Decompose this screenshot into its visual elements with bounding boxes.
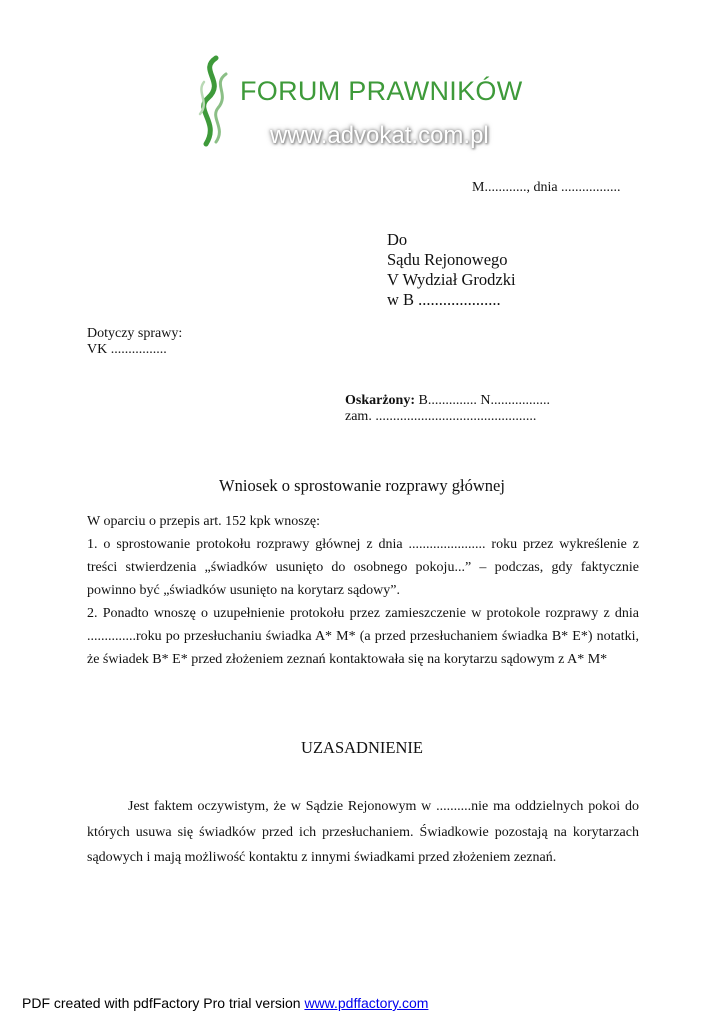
addressee-line: V Wydział Grodzki [387,270,516,289]
intro-paragraph: W oparciu o przepis art. 152 kpk wnoszę: [87,514,321,529]
case-number: VK ................ [87,342,167,357]
justification-paragraph: Jest faktem oczywistym, że w Sądzie Rejonowym w ..........nie ma oddzielnych pokoi do których usuwa się świadków przed ich przesłuchaniem. Świadkowie pozostają na korytarzach sądowych i mają możliwość kontaktu z innymi świadkami przed złożeniem zeznań. [87,799,639,865]
document-title: Wniosek o sprostowanie rozprawy głównej [219,476,505,495]
motion-body [87,510,639,671]
case-reference [87,326,182,358]
addressee-line: Sądu Rejonowego [387,250,508,269]
logo-title: FORUM PRAWNIKÓW [240,76,523,106]
pdffactory-link[interactable]: www.pdffactory.com [304,995,429,1011]
footer-text: PDF created with pdfFactory Pro trial version [22,995,305,1011]
addressee-line: w B .................... [387,290,501,309]
addressee-line: Do [387,230,408,249]
case-label: Dotyczy sprawy: [87,326,183,341]
forum-prawnikow-logo [190,52,540,162]
justification-heading: UZASADNIENIE [301,738,423,757]
place-date: M............, dnia ................. [472,180,621,195]
point-1-paragraph: 1. o sprostowanie protokołu rozprawy głównej z dnia ...................... roku przez wykreślenie z treści stwierdzenia „świadków usunięto do osobnego pokoju...” – podczas, gdy faktycznie powinno być „świadków usunięto na korytarz sądowy”. [87,537,639,598]
green-s-swirl-icon [190,52,240,152]
defendant-address: zam. .............................................. [345,409,537,424]
addressee-block [387,230,516,310]
defendant-name: B.............. N................. [418,393,550,408]
logo-url: www.advokat.com.pl [270,122,489,149]
defendant-block [345,393,550,425]
point-2-paragraph: 2. Ponadto wnoszę o uzupełnienie protokołu przez zamieszczenie w protokole rozprawy z dnia ..............roku po przesłuchaniu świadka A* M* (a przed przesłuchaniem świadka B* E*) notatki, że świadek B* E* przed złożeniem zeznań kontaktowała się na korytarzu sądowym z A* M* [87,606,639,667]
pdf-footer [22,995,428,1011]
defendant-label: Oskarżony: [345,393,415,408]
